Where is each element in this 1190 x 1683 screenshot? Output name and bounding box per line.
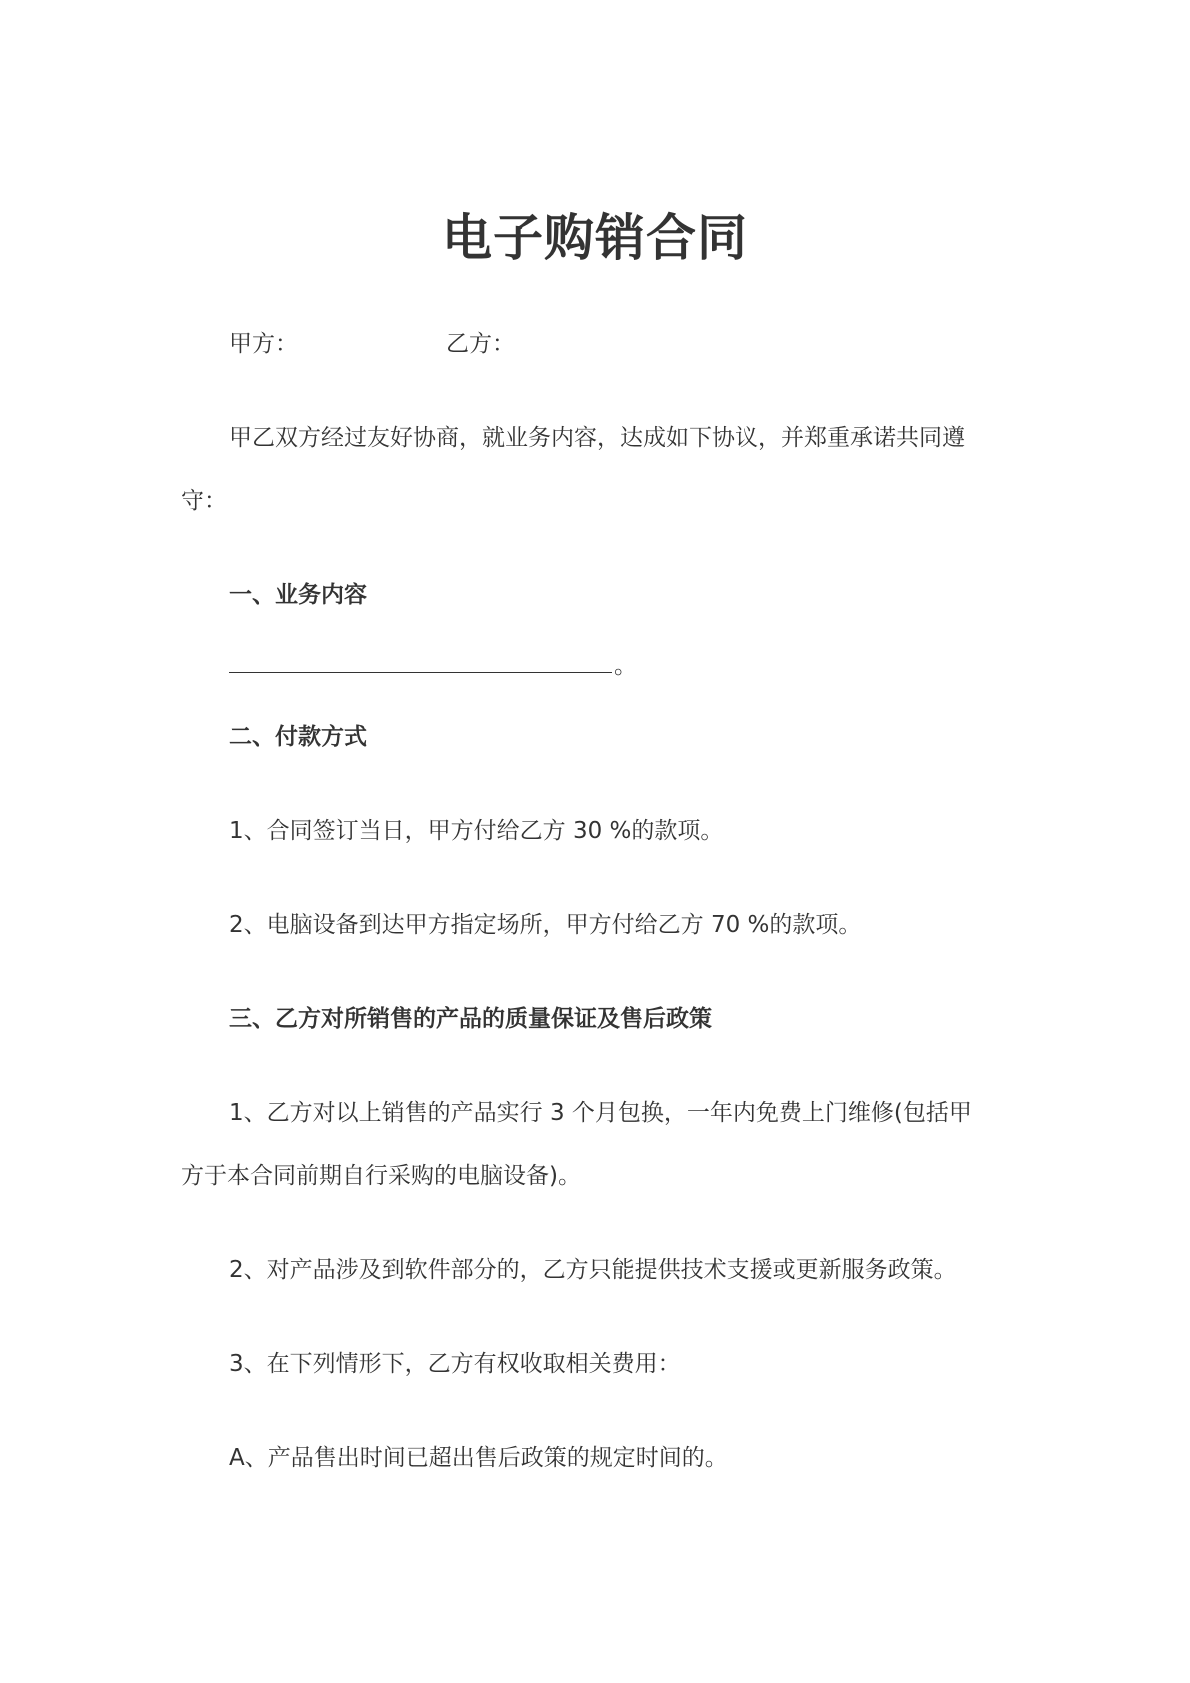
section-3-item-1-line-2: 方于本合同前期自行采购的电脑设备)。 [181, 1163, 581, 1189]
blank-end-punctuation: 。 [614, 653, 637, 679]
fill-in-blank [229, 648, 612, 673]
party-a-label: 甲方： [229, 331, 298, 357]
section-2-heading: 二、付款方式 [229, 724, 367, 750]
document-title: 电子购销合同 [442, 209, 748, 267]
section-3-item-2: 2、对产品涉及到软件部分的，乙方只能提供技术支援或更新服务政策。 [229, 1257, 957, 1283]
section-2-item-1: 1、合同签订当日，甲方付给乙方 30 %的款项。 [229, 818, 724, 844]
section-3-item-1-line-1: 1、乙方对以上销售的产品实行 3 个月包换，一年内免费上门维修(包括甲 [229, 1100, 972, 1126]
section-3-item-a: A、产品售出时间已超出售后政策的规定时间的。 [229, 1445, 728, 1471]
section-3-item-3: 3、在下列情形下，乙方有权收取相关费用： [229, 1351, 681, 1377]
section-3-heading: 三、乙方对所销售的产品的质量保证及售后政策 [229, 1006, 712, 1032]
section-1-heading: 一、业务内容 [229, 582, 367, 608]
section-1-blank-line [229, 648, 637, 683]
party-b-label: 乙方： [446, 331, 515, 357]
intro-paragraph-line-1: 甲乙双方经过友好协商，就业务内容，达成如下协议，并郑重承诺共同遵 [229, 425, 965, 451]
section-2-item-2: 2、电脑设备到达甲方指定场所，甲方付给乙方 70 %的款项。 [229, 912, 862, 938]
intro-paragraph-line-2: 守： [181, 488, 227, 514]
